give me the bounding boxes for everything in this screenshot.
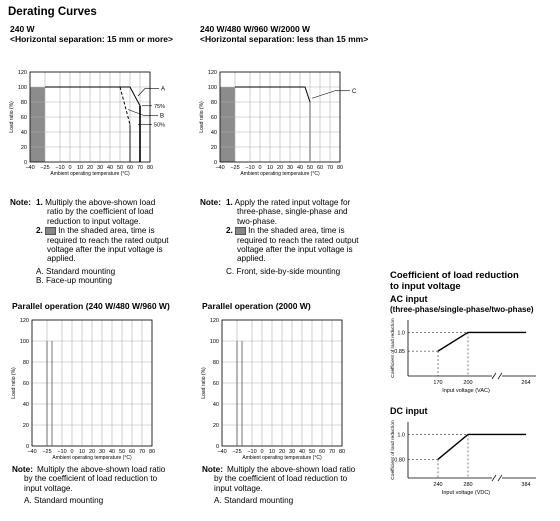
y-tick-label: 60 (210, 115, 217, 121)
x-tick-label: −25 (230, 165, 240, 171)
section-240-subtitle: <Horizontal separation: 15 mm or more> (10, 34, 173, 44)
x-tick-label: −10 (245, 165, 255, 171)
x-tick-label: 10 (266, 165, 274, 171)
y-tick-label: 1.0 (397, 330, 405, 337)
y-tick-label: 20 (210, 145, 217, 151)
x-axis-label: Ambient operating temperature (°C) (52, 455, 132, 461)
y-axis-label: Load ratio (%) (9, 101, 15, 133)
y-tick-label: 100 (17, 85, 27, 91)
x-tick-label: 0 (260, 449, 264, 455)
shaded-area (30, 87, 45, 162)
y-tick-label: 40 (212, 402, 219, 408)
x-tick-label: 60 (318, 449, 326, 455)
x-tick-label: 30 (286, 165, 294, 171)
y-tick-label: 120 (209, 318, 219, 324)
x-tick-label: −25 (40, 165, 50, 171)
x-tick-label: −40 (25, 165, 35, 171)
shaded-area (220, 87, 235, 162)
x-tick-label: 80 (148, 449, 156, 455)
x-tick-label: 40 (298, 449, 306, 455)
x-tick-label: 80 (336, 165, 344, 171)
x-tick-label: 50 (306, 165, 314, 171)
x-tick-label: 20 (278, 449, 286, 455)
x-tick-label: −40 (27, 449, 37, 455)
derating-chart-240w (0, 60, 190, 196)
y-tick-label: 80 (20, 100, 27, 106)
x-axis-label: Input voltage (VAC) (442, 388, 490, 394)
y-tick-label: 0.85 (394, 349, 405, 356)
x-axis-label: Ambient operating temperature (°C) (242, 455, 322, 461)
x-tick-label: 200 (463, 380, 473, 386)
y-tick-label: 120 (17, 70, 27, 76)
note-label: Note: (10, 198, 31, 207)
x-tick-label: 30 (288, 449, 296, 455)
annotation-leader-A (138, 89, 145, 97)
annotation-B: B (160, 113, 165, 120)
x-tick-label: −10 (55, 165, 65, 171)
note-parallel-1: Note: Multiply the above-shown load ratio by the coefficient of load reduction to input voltage. A. Standard mounting (12, 465, 166, 505)
section-parallel-2-title: Parallel operation (2000 W) (202, 301, 311, 311)
x-tick-label: 50 (116, 165, 124, 171)
y-tick-label: 100 (19, 339, 29, 345)
x-axis-label: Ambient operating temperature (°C) (50, 171, 130, 177)
x-tick-label: 30 (98, 449, 106, 455)
section-parallel-1-title: Parallel operation (240 W/480 W/960 W) (12, 301, 170, 311)
y-tick-label: 80 (210, 100, 217, 106)
coef-title-line2: to input voltage (390, 281, 461, 292)
y-tick-label: 120 (207, 70, 217, 76)
dc-input-title: DC input (390, 406, 428, 416)
y-tick-label: 20 (212, 423, 219, 429)
y-tick-label: 40 (210, 130, 217, 136)
x-tick-label: 0 (70, 449, 74, 455)
x-tick-label: 50 (308, 449, 316, 455)
x-tick-label: 80 (338, 449, 346, 455)
x-tick-label: 20 (86, 165, 94, 171)
coefficient-series-line (438, 332, 526, 351)
x-tick-label: −25 (42, 449, 52, 455)
annotation-A: A (161, 86, 166, 93)
page-title: Derating Curves (8, 6, 97, 18)
shaded-area-swatch (45, 227, 56, 235)
x-tick-label: 50 (118, 449, 126, 455)
x-tick-label: 170 (433, 380, 443, 386)
y-axis-label: Coefficient of load reduction (391, 420, 396, 480)
x-tick-label: 0 (258, 165, 262, 171)
note-parallel-2: Note: Multiply the above-shown load ratio by the coefficient of load reduction to input voltage. A. Standard mounting (202, 465, 356, 505)
y-tick-label: 40 (22, 402, 29, 408)
parallel-chart-2000w (190, 312, 380, 462)
y-axis-label: Load ratio (%) (11, 367, 17, 399)
x-tick-label: 40 (106, 165, 114, 171)
annotation-leader-C (312, 91, 335, 99)
ac-input-title: AC input (390, 294, 428, 304)
x-tick-label: 10 (78, 449, 86, 455)
y-tick-label: 0 (25, 444, 29, 450)
y-tick-label: 80 (212, 360, 219, 366)
x-tick-label: 70 (328, 449, 336, 455)
y-axis-label: Load ratio (%) (201, 367, 207, 399)
x-tick-label: 70 (138, 449, 146, 455)
coef-title-line1: Coefficient of load reduction (390, 270, 519, 281)
annotation-75-percent: 75% (154, 103, 166, 110)
x-tick-label: 40 (108, 449, 116, 455)
section-240-title: 240 W (10, 24, 35, 34)
x-tick-label: 20 (88, 449, 96, 455)
y-tick-label: 100 (209, 339, 219, 345)
y-tick-label: 0 (213, 160, 217, 166)
annotation-leader-B (128, 110, 144, 116)
y-tick-label: 20 (22, 423, 29, 429)
x-tick-label: 20 (276, 165, 284, 171)
series-line-A (45, 87, 140, 106)
y-axis-label: Coefficient of load reduction (391, 318, 396, 378)
y-axis-label: Load ratio (%) (199, 101, 205, 133)
y-tick-label: 60 (20, 115, 27, 121)
x-tick-label: 40 (296, 165, 304, 171)
x-tick-label: −25 (232, 449, 242, 455)
parallel-chart-240-960w (0, 312, 190, 462)
x-tick-label: 60 (316, 165, 324, 171)
coefficient-series-line (438, 434, 526, 459)
x-tick-label: 240 (433, 482, 443, 488)
section-2000-subtitle: <Horizontal separation: less than 15 mm> (200, 34, 369, 44)
annotation-C: C (352, 88, 357, 95)
y-tick-label: 40 (20, 130, 27, 136)
y-tick-label: 100 (207, 85, 217, 91)
derating-chart-2000w (190, 60, 380, 196)
axis-break-marker (492, 475, 502, 481)
x-axis-label: Input voltage (VDC) (441, 490, 491, 496)
note-2000w: Note: 1. Apply the rated input voltage for three-phase, single-phase and two-phase. 2. In the shaded area, time is required to reach the rated output voltage after the input voltage is applied. C. Front, side-by-side mounting (200, 198, 359, 276)
x-tick-label: 60 (128, 449, 136, 455)
x-tick-label: 0 (68, 165, 72, 171)
x-tick-label: 70 (136, 165, 144, 171)
y-tick-label: 60 (22, 381, 29, 387)
series-line-B (45, 87, 130, 125)
x-tick-label: 10 (76, 165, 84, 171)
y-tick-label: 80 (22, 360, 29, 366)
ac-coefficient-chart (385, 316, 555, 404)
dc-coefficient-chart (385, 418, 555, 506)
y-tick-label: 20 (20, 145, 27, 151)
annotation-50-percent: 50% (154, 122, 166, 129)
y-tick-label: 0 (23, 160, 27, 166)
axis-break-marker (492, 373, 502, 379)
x-tick-label: 10 (268, 449, 276, 455)
x-tick-label: −40 (217, 449, 227, 455)
x-tick-label: −40 (215, 165, 225, 171)
x-tick-label: 384 (521, 482, 531, 488)
x-tick-label: 30 (96, 165, 104, 171)
x-tick-label: 264 (521, 380, 531, 386)
x-tick-label: 80 (146, 165, 154, 171)
y-tick-label: 0.80 (394, 457, 405, 464)
series-line-C (235, 87, 310, 102)
section-2000-title: 240 W/480 W/960 W/2000 W (200, 24, 311, 34)
ac-input-subtitle: (three-phase/single-phase/two-phase) (390, 305, 534, 314)
x-tick-label: 70 (326, 165, 334, 171)
x-tick-label: −10 (57, 449, 67, 455)
y-tick-label: 120 (19, 318, 29, 324)
note-240w: Note: 1. Multiply the above-shown load ratio by the coefficient of load reduction to input voltage. 2. In the shaded area, time is required to reach the rated output voltage after the input voltage is applied. A. Standard mounting B. Face-up mounting (10, 198, 169, 286)
x-tick-label: −10 (247, 449, 257, 455)
y-tick-label: 1.0 (397, 432, 405, 439)
y-tick-label: 0 (215, 444, 219, 450)
shaded-area-swatch (235, 227, 246, 235)
x-tick-label: 280 (463, 482, 473, 488)
x-axis-label: Ambient operating temperature (°C) (240, 171, 320, 177)
y-tick-label: 60 (212, 381, 219, 387)
x-tick-label: 60 (126, 165, 134, 171)
